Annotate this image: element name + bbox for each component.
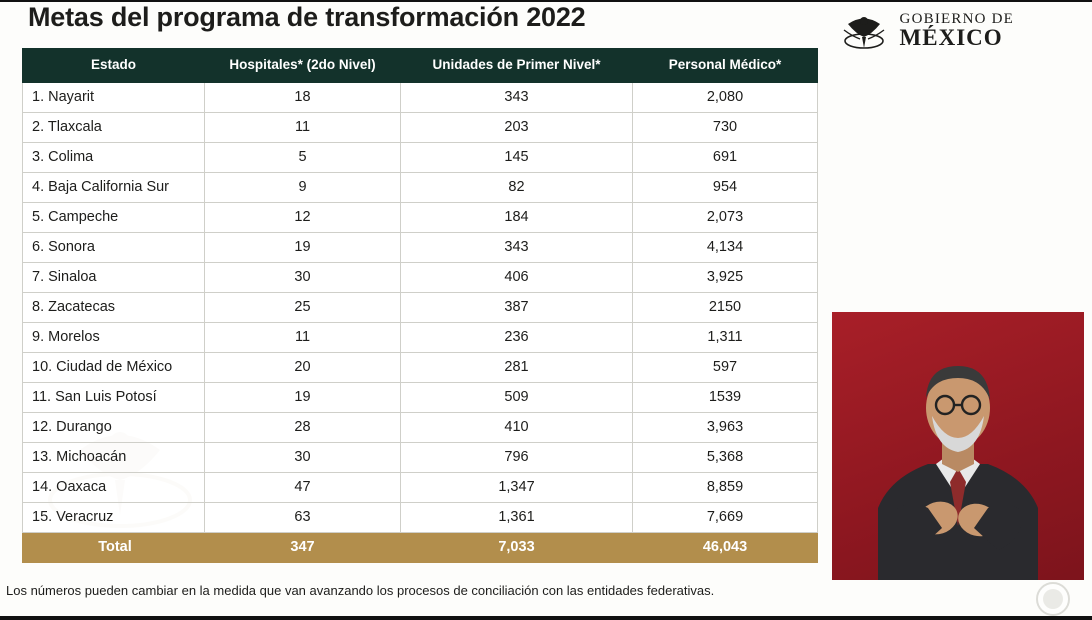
cell-personal: 2,073 <box>633 202 818 232</box>
cell-unidades: 509 <box>401 382 633 412</box>
cell-hospitales: 19 <box>205 382 401 412</box>
cell-estado: 3. Colima <box>23 142 205 172</box>
cell-estado: 10. Ciudad de México <box>23 352 205 382</box>
cell-personal: 1539 <box>633 382 818 412</box>
corner-logo-inner <box>1043 589 1063 609</box>
table-row <box>23 412 818 442</box>
table-row <box>23 82 818 112</box>
cell-unidades: 82 <box>401 172 633 202</box>
cell-unidades: 387 <box>401 292 633 322</box>
cell-personal: 730 <box>633 112 818 142</box>
table-header-row <box>23 49 818 83</box>
cell-estado: 8. Zacatecas <box>23 292 205 322</box>
cell-personal: 3,963 <box>633 412 818 442</box>
cell-unidades: 281 <box>401 352 633 382</box>
sign-language-interpreter-video <box>832 312 1084 580</box>
interpreter-figure <box>832 312 1084 580</box>
column-header-unidades: Unidades de Primer Nivel* <box>401 49 633 83</box>
table-row <box>23 232 818 262</box>
cell-personal: 7,669 <box>633 502 818 532</box>
cell-unidades: 1,347 <box>401 472 633 502</box>
cell-unidades: 1,361 <box>401 502 633 532</box>
cell-estado: 13. Michoacán <box>23 442 205 472</box>
cell-estado: 11. San Luis Potosí <box>23 382 205 412</box>
cell-personal: 8,859 <box>633 472 818 502</box>
total-hospitales: 347 <box>205 532 401 562</box>
cell-estado: 7. Sinaloa <box>23 262 205 292</box>
table-row <box>23 502 818 532</box>
cell-hospitales: 9 <box>205 172 401 202</box>
table-row <box>23 112 818 142</box>
cell-unidades: 343 <box>401 232 633 262</box>
column-header-personal: Personal Médico* <box>633 49 818 83</box>
table-total-row <box>23 532 818 562</box>
cell-personal: 3,925 <box>633 262 818 292</box>
table-row <box>23 142 818 172</box>
cell-hospitales: 63 <box>205 502 401 532</box>
table-body <box>23 82 818 562</box>
cell-hospitales: 28 <box>205 412 401 442</box>
cell-hospitales: 20 <box>205 352 401 382</box>
table-row <box>23 172 818 202</box>
table-row <box>23 442 818 472</box>
footnote: Los números pueden cambiar en la medida que van avanzando los procesos de conciliación con las entidades federativas. <box>6 583 715 598</box>
table-row <box>23 322 818 352</box>
cell-unidades: 796 <box>401 442 633 472</box>
cell-hospitales: 11 <box>205 112 401 142</box>
cell-hospitales: 30 <box>205 262 401 292</box>
cell-unidades: 203 <box>401 112 633 142</box>
table-row <box>23 382 818 412</box>
cell-personal: 597 <box>633 352 818 382</box>
logo-line-mexico: MÉXICO <box>899 25 1003 51</box>
cell-unidades: 236 <box>401 322 633 352</box>
cell-estado: 9. Morelos <box>23 322 205 352</box>
cell-estado: 4. Baja California Sur <box>23 172 205 202</box>
government-logo <box>838 10 1014 52</box>
cell-hospitales: 12 <box>205 202 401 232</box>
cell-personal: 1,311 <box>633 322 818 352</box>
logo-line-gobierno: GOBIERNO DE <box>899 11 1014 28</box>
bottom-border <box>0 616 1092 620</box>
table-row <box>23 292 818 322</box>
cell-hospitales: 19 <box>205 232 401 262</box>
cell-hospitales: 30 <box>205 442 401 472</box>
total-label: Total <box>23 532 205 562</box>
table-row <box>23 472 818 502</box>
cell-estado: 12. Durango <box>23 412 205 442</box>
cell-unidades: 343 <box>401 82 633 112</box>
total-personal: 46,043 <box>633 532 818 562</box>
cell-unidades: 184 <box>401 202 633 232</box>
cell-personal: 2,080 <box>633 82 818 112</box>
mexican-eagle-emblem-icon <box>838 10 890 52</box>
cell-personal: 4,134 <box>633 232 818 262</box>
cell-estado: 1. Nayarit <box>23 82 205 112</box>
total-unidades: 7,033 <box>401 532 633 562</box>
cell-personal: 5,368 <box>633 442 818 472</box>
metas-table <box>22 48 818 563</box>
cell-personal: 691 <box>633 142 818 172</box>
table-row <box>23 262 818 292</box>
cell-personal: 2150 <box>633 292 818 322</box>
cell-hospitales: 25 <box>205 292 401 322</box>
cell-hospitales: 5 <box>205 142 401 172</box>
cell-estado: 6. Sonora <box>23 232 205 262</box>
page-title: Metas del programa de transformación 2022 <box>28 2 586 32</box>
cell-estado: 5. Campeche <box>23 202 205 232</box>
cell-hospitales: 11 <box>205 322 401 352</box>
column-header-estado: Estado <box>23 49 205 83</box>
cell-hospitales: 18 <box>205 82 401 112</box>
cell-hospitales: 47 <box>205 472 401 502</box>
corner-logo-watermark <box>1036 582 1070 616</box>
cell-estado: 2. Tlaxcala <box>23 112 205 142</box>
cell-unidades: 145 <box>401 142 633 172</box>
government-logo-text <box>900 12 1014 50</box>
column-header-hospitales: Hospitales* (2do Nivel) <box>205 49 401 83</box>
cell-estado: 14. Oaxaca <box>23 472 205 502</box>
cell-unidades: 410 <box>401 412 633 442</box>
table-row <box>23 202 818 232</box>
cell-personal: 954 <box>633 172 818 202</box>
table-row <box>23 352 818 382</box>
cell-unidades: 406 <box>401 262 633 292</box>
cell-estado: 15. Veracruz <box>23 502 205 532</box>
